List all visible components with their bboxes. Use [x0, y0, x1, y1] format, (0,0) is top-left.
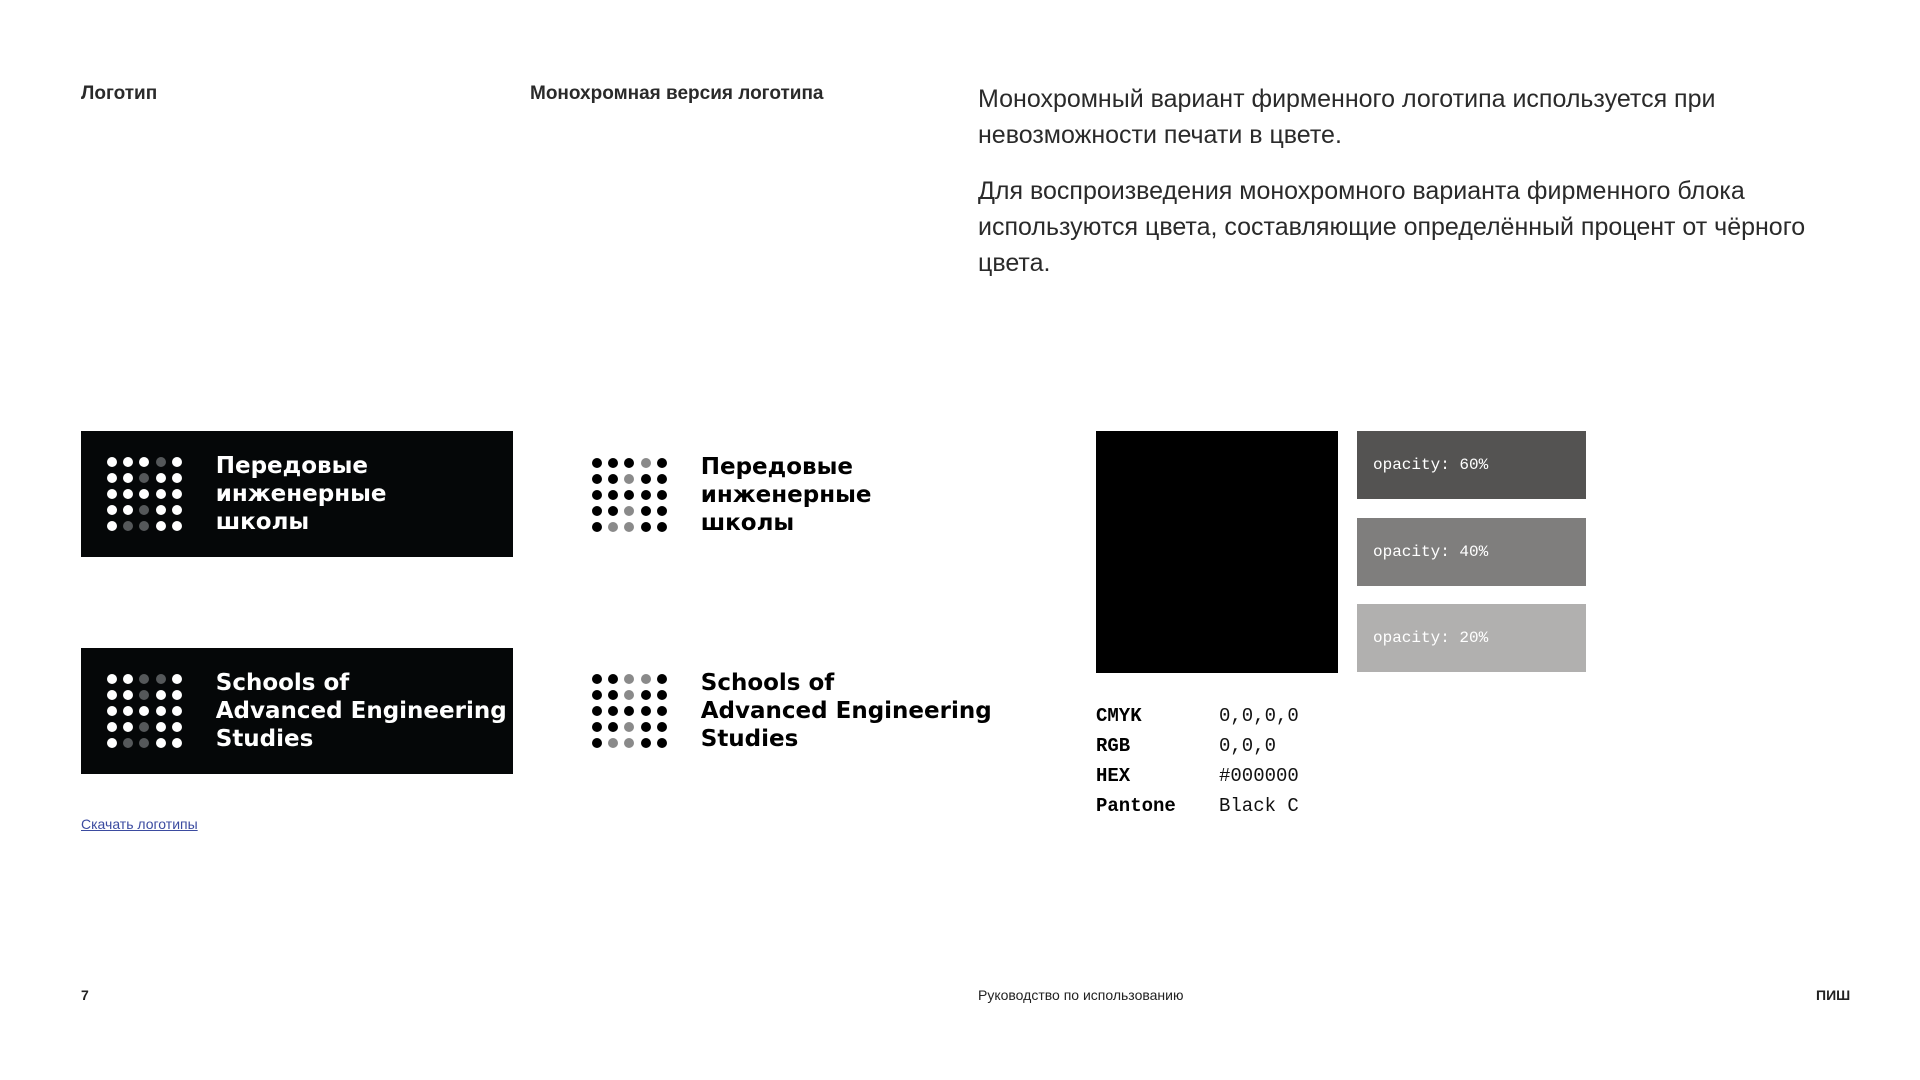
logo-dot	[592, 506, 602, 516]
swatch-opacity-20	[1357, 604, 1586, 672]
logo-dot	[139, 738, 149, 748]
logo-dot	[156, 690, 166, 700]
logo-dot	[608, 458, 618, 468]
spec-key: CMYK	[1096, 705, 1142, 727]
logo-ru-monochrome	[566, 442, 872, 548]
logo-dot	[608, 522, 618, 532]
logo-en-mono-wordmark: Schools of Advanced Engineering Studies	[700, 670, 992, 752]
logo-dot	[156, 473, 166, 483]
logo-dot	[107, 722, 117, 732]
logo-dot	[592, 474, 602, 484]
logo-en-on-black	[81, 648, 513, 774]
logo-dot	[139, 690, 149, 700]
spec-value: 0,0,0	[1219, 735, 1277, 757]
logo-dot	[123, 722, 133, 732]
logo-dot	[139, 505, 149, 515]
logo-dot	[172, 473, 182, 483]
logo-dot	[592, 722, 602, 732]
logo-dot	[657, 522, 667, 532]
logo-dot	[156, 706, 166, 716]
spec-key: RGB	[1096, 735, 1131, 757]
logo-dot	[139, 489, 149, 499]
logo-dot	[107, 690, 117, 700]
logo-ru-mono-wordmark: Передовые инженерные школы	[700, 454, 872, 536]
logo-dot	[123, 674, 133, 684]
swatch-label: opacity: 20%	[1373, 629, 1489, 647]
logo-dot	[107, 473, 117, 483]
logo-dot	[624, 706, 634, 716]
swatch-opacity-40	[1357, 518, 1586, 586]
swatch-label: opacity: 40%	[1373, 543, 1489, 561]
logo-dot	[172, 706, 182, 716]
logo-dot	[624, 490, 634, 500]
logo-dot	[641, 490, 651, 500]
logo-dot	[641, 458, 651, 468]
spec-value: Black C	[1219, 795, 1299, 817]
spec-key: Pantone	[1096, 795, 1176, 817]
logo-dot	[641, 706, 651, 716]
logo-dot	[641, 506, 651, 516]
download-logos-link[interactable]: Скачать логотипы	[81, 816, 198, 832]
logo-dot	[156, 505, 166, 515]
logo-dot	[172, 738, 182, 748]
logo-dot	[592, 706, 602, 716]
mono-version-heading: Монохромная версия логотипа	[530, 83, 824, 104]
logo-dot	[123, 457, 133, 467]
logo-dot	[624, 674, 634, 684]
logo-dot	[624, 690, 634, 700]
logo-ru-wordmark: Передовые инженерные школы	[215, 453, 387, 535]
logo-dot	[139, 457, 149, 467]
logo-dot	[107, 674, 117, 684]
logo-dot	[172, 489, 182, 499]
description-paragraph-2: Для воспроизведения монохромного варианта фирменного блока используются цвета, составляющие определённый процент от чёрного цвета.	[978, 177, 1806, 277]
spec-key: HEX	[1096, 765, 1131, 787]
logo-dot	[657, 458, 667, 468]
logo-dot	[624, 722, 634, 732]
logo-dot	[641, 722, 651, 732]
logo-dot	[172, 690, 182, 700]
logo-dot	[592, 490, 602, 500]
logo-dot	[624, 522, 634, 532]
logo-dot	[107, 457, 117, 467]
logo-dot	[641, 474, 651, 484]
logo-dot	[172, 457, 182, 467]
logo-dot	[624, 458, 634, 468]
spec-row-rgb	[1096, 731, 1299, 761]
logo-dot	[624, 474, 634, 484]
spec-value: #000000	[1219, 765, 1299, 787]
logo-en-monochrome	[566, 658, 992, 764]
spec-row-pantone	[1096, 791, 1299, 821]
logo-dot	[139, 722, 149, 732]
logo-dot	[156, 722, 166, 732]
logo-dot	[608, 506, 618, 516]
description	[978, 81, 1828, 301]
logo-dot	[156, 489, 166, 499]
logo-dot	[107, 505, 117, 515]
black-color-swatch	[1096, 431, 1338, 673]
logo-dot	[657, 474, 667, 484]
logo-dot	[657, 490, 667, 500]
document-title: Руководство по использованию	[978, 987, 1184, 1003]
logo-dot	[107, 489, 117, 499]
logo-dot	[123, 473, 133, 483]
logo-dot	[608, 490, 618, 500]
logo-ru-on-black	[81, 431, 513, 557]
logo-dot	[592, 458, 602, 468]
logo-heading: Логотип	[81, 83, 158, 104]
logo-dot	[657, 690, 667, 700]
logo-dot	[641, 690, 651, 700]
description-paragraph-1: Монохромный вариант фирменного логотипа используется при невозможности печати в цвете.	[978, 85, 1716, 149]
spec-row-hex	[1096, 761, 1299, 791]
logo-dot	[592, 690, 602, 700]
logo-dot	[139, 473, 149, 483]
logo-dot	[156, 521, 166, 531]
logo-dot	[592, 674, 602, 684]
logo-dot	[657, 722, 667, 732]
logo-dot	[123, 505, 133, 515]
logo-dot	[592, 522, 602, 532]
logo-dot	[123, 521, 133, 531]
brand-mark: ПИШ	[1816, 987, 1851, 1003]
page-number: 7	[81, 987, 89, 1003]
color-specs	[1096, 701, 1299, 821]
spec-row-cmyk	[1096, 701, 1299, 731]
logo-dot	[156, 457, 166, 467]
spec-value: 0,0,0,0	[1219, 705, 1299, 727]
logo-dot	[592, 738, 602, 748]
logo-dot	[172, 521, 182, 531]
logo-dot	[123, 690, 133, 700]
logo-dot	[624, 738, 634, 748]
logo-dot	[139, 674, 149, 684]
logo-dot	[139, 706, 149, 716]
logo-dot	[172, 505, 182, 515]
logo-dot	[123, 738, 133, 748]
logo-dot	[156, 674, 166, 684]
logo-dot	[608, 674, 618, 684]
logo-dot	[123, 706, 133, 716]
logo-dot	[608, 722, 618, 732]
logo-dot	[641, 522, 651, 532]
logo-dot	[641, 738, 651, 748]
logo-dots-icon	[592, 458, 667, 533]
logo-dot	[139, 521, 149, 531]
logo-dot	[608, 474, 618, 484]
swatch-opacity-60	[1357, 431, 1586, 499]
logo-en-wordmark: Schools of Advanced Engineering Studies	[215, 670, 507, 752]
logo-dot	[657, 506, 667, 516]
logo-dot	[172, 722, 182, 732]
logo-dot	[608, 706, 618, 716]
logo-dots-icon	[107, 674, 182, 749]
logo-dot	[657, 706, 667, 716]
logo-dot	[123, 489, 133, 499]
logo-dot	[608, 738, 618, 748]
logo-dot	[156, 738, 166, 748]
logo-dot	[107, 521, 117, 531]
logo-dot	[107, 738, 117, 748]
logo-dot	[624, 506, 634, 516]
logo-dot	[657, 674, 667, 684]
swatch-label: opacity: 60%	[1373, 456, 1489, 474]
logo-dots-icon	[107, 457, 182, 532]
logo-dot	[172, 674, 182, 684]
logo-dot	[657, 738, 667, 748]
logo-dot	[107, 706, 117, 716]
logo-dots-icon	[592, 674, 667, 749]
logo-dot	[608, 690, 618, 700]
logo-dot	[641, 674, 651, 684]
